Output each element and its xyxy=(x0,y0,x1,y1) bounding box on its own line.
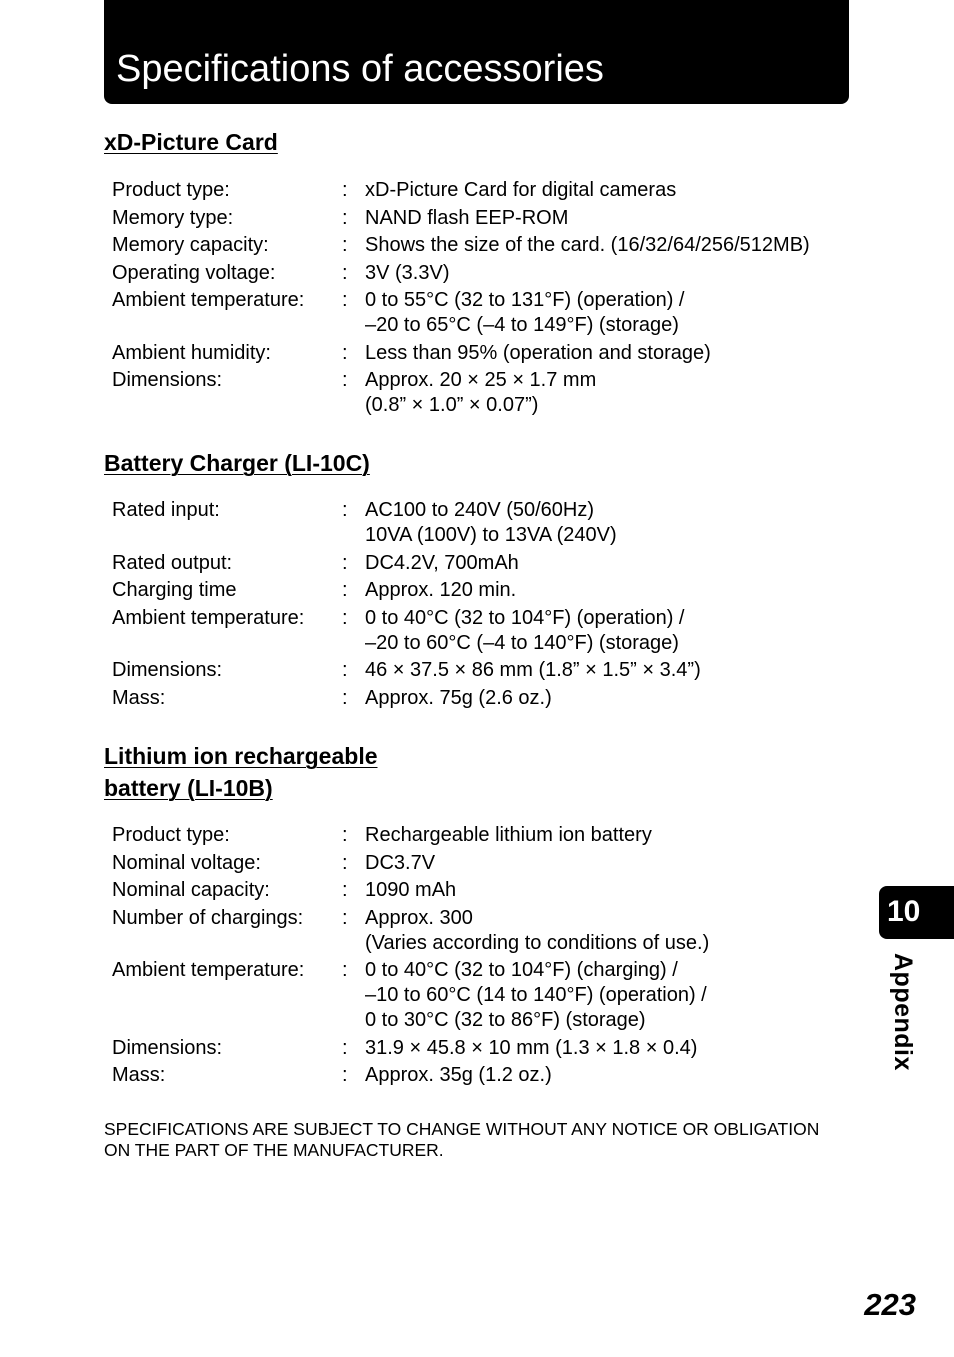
spec-label: Ambient temperature: xyxy=(112,959,305,981)
spec-row xyxy=(112,606,701,659)
spec-row xyxy=(112,686,701,714)
spec-separator: : xyxy=(342,179,348,201)
spec-separator: : xyxy=(342,879,348,901)
spec-table-battery-charger xyxy=(112,498,701,713)
spec-separator: : xyxy=(342,1064,348,1086)
spec-row xyxy=(112,658,701,686)
spec-row xyxy=(112,906,709,959)
spec-label: Product type: xyxy=(112,824,230,846)
spec-value-line: (0.8” × 1.0” × 0.07”) xyxy=(365,394,539,416)
spec-value-line: Approx. 300 xyxy=(365,906,473,929)
section-heading-line: Battery Charger (LI-10C) xyxy=(104,450,370,476)
chapter-number: 10 xyxy=(887,895,921,928)
section-heading-battery-charger xyxy=(104,447,370,479)
spec-label: Ambient temperature: xyxy=(112,289,305,311)
spec-row xyxy=(112,823,709,851)
spec-value-line: Less than 95% (operation and storage) xyxy=(365,341,711,364)
spec-value-line: –20 to 65°C (–4 to 149°F) (storage) xyxy=(365,314,679,336)
section-heading-line: xD-Picture Card xyxy=(104,129,278,155)
section-heading-line: battery (LI-10B) xyxy=(104,775,273,801)
spec-row xyxy=(112,551,701,579)
spec-row xyxy=(112,288,810,341)
spec-separator: : xyxy=(342,606,348,629)
spec-separator: : xyxy=(342,499,348,521)
chapter-tab xyxy=(879,886,954,939)
spec-separator: : xyxy=(342,341,348,364)
spec-value-line: Rechargeable lithium ion battery xyxy=(365,824,652,846)
spec-value-line: Approx. 35g (1.2 oz.) xyxy=(365,1064,552,1086)
spec-value-line: –10 to 60°C (14 to 140°F) (operation) / xyxy=(365,984,707,1006)
spec-separator: : xyxy=(342,289,348,311)
spec-value xyxy=(365,906,709,959)
spec-row xyxy=(112,341,810,369)
spec-separator: : xyxy=(342,579,348,601)
spec-row xyxy=(112,578,701,606)
spec-value-line: Shows the size of the card. (16/32/64/256/512MB) xyxy=(365,234,810,256)
spec-row xyxy=(112,851,709,879)
specifications-disclaimer xyxy=(104,1119,864,1161)
section-heading-xd-picture-card xyxy=(104,126,278,158)
spec-separator: : xyxy=(342,959,348,981)
spec-table-lithium-ion-battery xyxy=(112,823,709,1091)
spec-label: Nominal voltage: xyxy=(112,851,261,874)
spec-value-line: 1090 mAh xyxy=(365,879,457,901)
spec-value-line: NAND flash EEP-ROM xyxy=(365,206,569,229)
spec-value xyxy=(365,658,701,686)
spec-value xyxy=(365,851,709,879)
spec-label: Number of chargings: xyxy=(112,906,304,929)
spec-row xyxy=(112,1036,709,1064)
spec-value xyxy=(365,233,810,261)
spec-value-line: 0 to 40°C (32 to 104°F) (charging) / xyxy=(365,959,678,981)
spec-value xyxy=(365,1036,709,1064)
section-heading-line: Lithium ion rechargeable xyxy=(104,743,378,769)
spec-separator: : xyxy=(342,234,348,256)
disclaimer-line: SPECIFICATIONS ARE SUBJECT TO CHANGE WITHOUT ANY NOTICE OR OBLIGATION xyxy=(104,1119,820,1139)
spec-separator: : xyxy=(342,686,348,709)
spec-row xyxy=(112,878,709,906)
spec-row xyxy=(112,206,810,234)
spec-value xyxy=(365,1063,709,1091)
spec-value xyxy=(365,551,701,579)
spec-label: Charging time xyxy=(112,579,237,601)
spec-value-line: AC100 to 240V (50/60Hz) xyxy=(365,499,595,521)
spec-value xyxy=(365,178,810,206)
spec-label: Rated output: xyxy=(112,551,233,574)
spec-label: Mass: xyxy=(112,1064,166,1086)
spec-separator: : xyxy=(342,261,348,284)
spec-value xyxy=(365,341,810,369)
spec-label: Memory capacity: xyxy=(112,234,269,256)
spec-value xyxy=(365,878,709,906)
spec-value-line: Approx. 120 min. xyxy=(365,579,517,601)
spec-value-line: 31.9 × 45.8 × 10 mm (1.3 × 1.8 × 0.4) xyxy=(365,1036,698,1059)
disclaimer-line: ON THE PART OF THE MANUFACTURER. xyxy=(104,1140,444,1160)
spec-value-line: DC4.2V, 700mAh xyxy=(365,551,519,574)
spec-value xyxy=(365,368,810,421)
spec-row xyxy=(112,233,810,261)
spec-value-line: DC3.7V xyxy=(365,851,436,874)
spec-separator: : xyxy=(342,369,348,391)
spec-row xyxy=(112,368,810,421)
spec-row xyxy=(112,261,810,289)
spec-value-line: 3V (3.3V) xyxy=(365,261,450,284)
spec-label: Dimensions: xyxy=(112,369,223,391)
spec-row xyxy=(112,498,701,551)
spec-value-line: xD-Picture Card for digital cameras xyxy=(365,179,677,201)
spec-separator: : xyxy=(342,1036,348,1059)
spec-row xyxy=(112,1063,709,1091)
spec-value xyxy=(365,823,709,851)
spec-row xyxy=(112,958,709,1036)
spec-value-line: (Varies according to conditions of use.) xyxy=(365,931,710,954)
spec-label: Product type: xyxy=(112,179,230,201)
spec-value xyxy=(365,686,701,714)
spec-value-line: 0 to 30°C (32 to 86°F) (storage) xyxy=(365,1009,646,1031)
spec-separator: : xyxy=(342,824,348,846)
spec-separator: : xyxy=(342,851,348,874)
spec-value xyxy=(365,261,810,289)
spec-label: Mass: xyxy=(112,686,166,709)
spec-label: Dimensions: xyxy=(112,659,223,681)
spec-value-line: 10VA (100V) to 13VA (240V) xyxy=(365,524,617,546)
spec-value xyxy=(365,206,810,234)
spec-value-line: Approx. 20 × 25 × 1.7 mm xyxy=(365,369,597,391)
spec-label: Ambient humidity: xyxy=(112,341,271,364)
spec-label: Operating voltage: xyxy=(112,261,276,284)
page-number: 223 xyxy=(864,1287,916,1322)
spec-label: Dimensions: xyxy=(112,1036,223,1059)
spec-table-xd-picture-card xyxy=(112,178,810,421)
spec-value xyxy=(365,958,709,1036)
spec-separator: : xyxy=(342,551,348,574)
spec-label: Rated input: xyxy=(112,499,220,521)
spec-value-line: 0 to 40°C (32 to 104°F) (operation) / xyxy=(365,606,685,629)
spec-label: Nominal capacity: xyxy=(112,879,270,901)
spec-label: Ambient temperature: xyxy=(112,606,305,629)
spec-label: Memory type: xyxy=(112,206,234,229)
spec-separator: : xyxy=(342,659,348,681)
spec-value xyxy=(365,498,701,551)
spec-separator: : xyxy=(342,906,348,929)
spec-separator: : xyxy=(342,206,348,229)
chapter-label: Appendix xyxy=(889,953,917,1071)
spec-value-line: –20 to 60°C (–4 to 140°F) (storage) xyxy=(365,631,679,654)
spec-value-line: 46 × 37.5 × 86 mm (1.8” × 1.5” × 3.4”) xyxy=(365,659,701,681)
spec-value-line: 0 to 55°C (32 to 131°F) (operation) / xyxy=(365,289,685,311)
spec-value-line: Approx. 75g (2.6 oz.) xyxy=(365,686,552,709)
page-title-bar xyxy=(104,0,849,104)
page-title: Specifications of accessories xyxy=(116,48,604,90)
spec-value xyxy=(365,288,810,341)
spec-value xyxy=(365,606,701,659)
spec-value xyxy=(365,578,701,606)
spec-row xyxy=(112,178,810,206)
section-heading-lithium-ion-battery xyxy=(104,740,378,804)
